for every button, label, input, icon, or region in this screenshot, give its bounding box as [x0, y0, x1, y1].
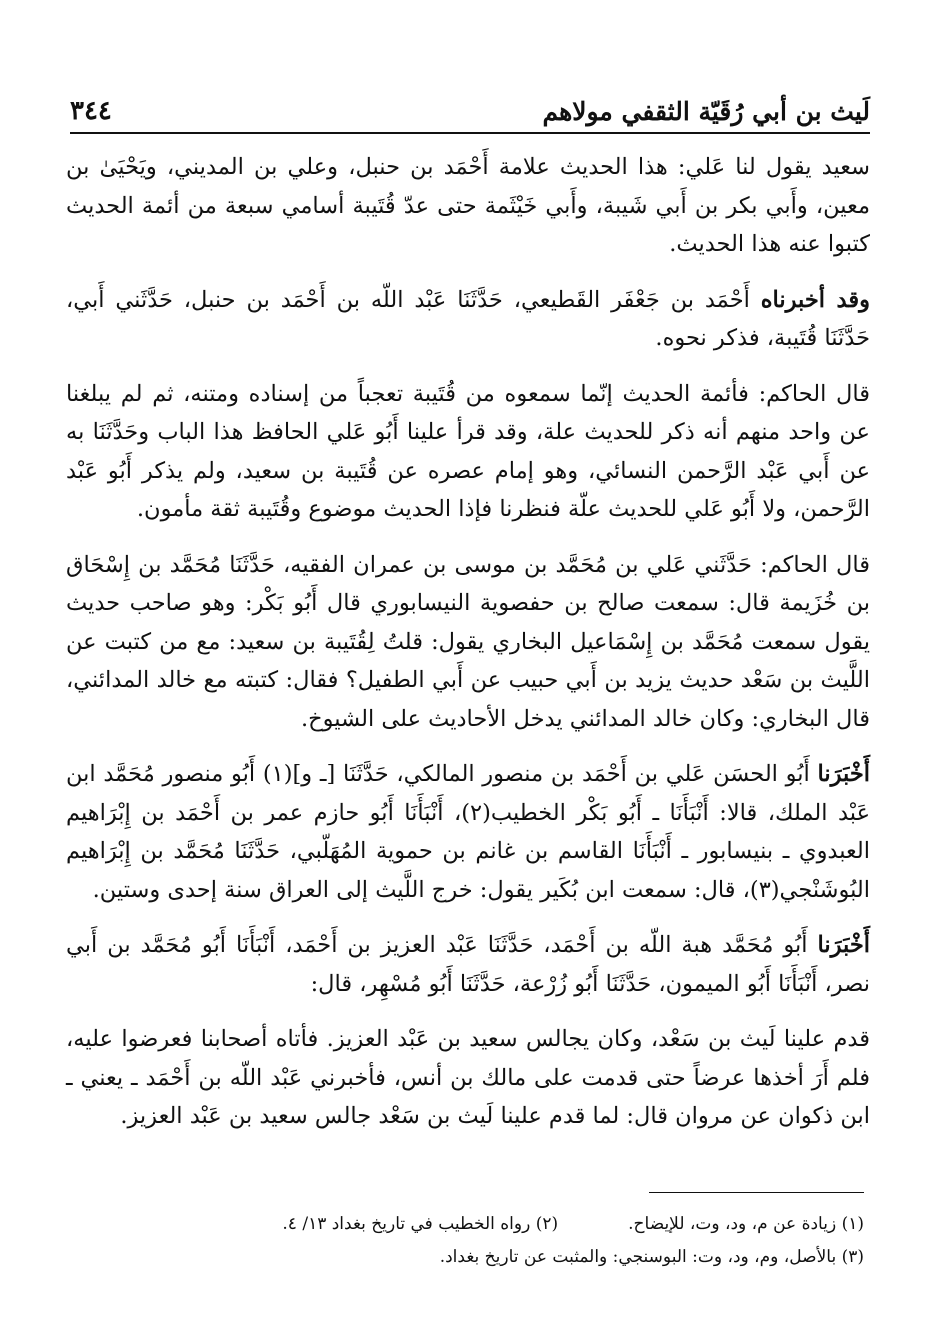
paragraph-lead: أَخْبَرَنا [817, 932, 870, 958]
paragraph-6 [66, 926, 870, 1003]
page-header [70, 78, 870, 134]
footnote-row [70, 1208, 864, 1241]
paragraph-text: أَبُو الحسَن عَلي بن أَحْمَد بن منصور المالكي، حَدَّثَنَا [ـ و](١) أَبُو منصور مُحَمَّد ابن عَبْد الملك، قالا: أَنْبَأَنَا ـ أَبُو بَكْر الخطيب(٢)، أَنْبَأَنَا أَبُو حازم عمر بن أَحْمَد بن إِبْرَاهيم العبدوي ـ بنيسابور ـ أَنْبَأَنَا القاسم بن غانم بن حموية المُهَلّبي، حَدَّثَنَا مُحَمَّد بن إِبْرَاهيم البُوشَنْجي(٣)، قال: سمعت ابن بُكَير يقول: خرج اللَّيث إلى العراق سنة إحدى وستين. [66, 761, 870, 903]
body-text [66, 148, 870, 1153]
paragraph-text: قال الحاكم: حَدَّثَني عَلي بن مُحَمَّد بن موسى بن عمران الفقيه، حَدَّثَنَا مُحَمَّد بن إِسْحَاق بن خُزَيمة قال: سمعت صالح بن حفصوية النيسابوري قال أَبُو بَكْر: وهو صاحب حديث يقول سمعت مُحَمَّد بن إِسْمَاعيل البخاري يقول: قلتُ لِقُتَيبة بن سعيد: مع من كتبت عن اللَّيث بن سَعْد حديث يزيد بن أَبي حبيب عن أَبي الطفيل؟ فقال: كتبته مع خالد المدائني، قال البخاري: وكان خالد المدائني يدخل الأحاديث على الشيوخ. [66, 551, 870, 732]
footnote-3: (٣) بالأصل، وم، ود، وت: البوسنجي: والمثبت عن تاريخ بغداد. [439, 1247, 864, 1267]
paragraph-text: أَحْمَد بن جَعْفَر القَطيعي، حَدَّثَنَا عَبْد اللّه بن أَحْمَد بن حنبل، حَدَّثَني أَبي، حَدَّثَنَا قُتَيبة، فذكر نحوه. [66, 286, 870, 351]
footnote-1: (١) زيادة عن م، ود، وت، للإيضاح. [628, 1214, 864, 1234]
paragraph-4 [66, 546, 870, 739]
paragraph-5 [66, 755, 870, 909]
paragraph-2 [66, 281, 870, 358]
paragraph-1 [66, 148, 870, 264]
paragraph-text: سعيد يقول لنا عَلي: هذا الحديث علامة أَحْمَد بن حنبل، وعلي بن المديني، ويَحْيَىٰ بن معين، وأَبي بكر بن أَبي شَيبة، وأَبي خَيْثَمة حتى عدّ قُتَيبة أسامي سبعة من أئمة الحديث كتبوا عنه هذا الحديث. [66, 154, 870, 257]
paragraph-text: أَبُو مُحَمَّد هبة اللّه بن أَحْمَد، حَدَّثَنَا عَبْد العزيز بن أَحْمَد، أَنْبَأَنَا أَبُو مُحَمَّد بن أَبي نصر، أَنْبَأَنَا أَبُو الميمون، حَدَّثَنَا أَبُو زُرْعة، حَدَّثَنَا أَبُو مُسْهِر، قال: [66, 932, 870, 997]
paragraph-lead: أَخْبَرَنا [817, 761, 870, 787]
paragraph-7 [66, 1020, 870, 1136]
page-number: ٣٤٤ [70, 96, 112, 126]
paragraph-3 [66, 375, 870, 529]
paragraph-text: قال الحاكم: فأئمة الحديث إنّما سمعوه من قُتَيبة تعجباً من إسناده ومتنه، ثم لم يبلغنا عن واحد منهم أنه ذكر للحديث علة، وقد قرأ علينا أَبُو عَلي الحافظ هذا الباب وحَدَّثَنَا به عن أَبي عَبْد الرَّحمن النسائي، وهو إمام عصره عن قُتَيبة بن سعيد، ولم يذكر أَبُو عَبْد الرَّحمن، ولا أَبُو عَلي للحديث علّة فنظرنا فإذا الحديث موضوع وقُتَيبة ثقة مأمون. [66, 380, 870, 522]
footnotes [70, 1208, 864, 1274]
paragraph-lead: وقد أخبرناه [760, 286, 870, 313]
footnote-row [70, 1241, 864, 1274]
footnote-2: (٢) رواه الخطيب في تاريخ بغداد ١٣/ ٤. [282, 1214, 559, 1234]
running-title: لَيث بن أبي رُقَيّة الثقفي مولاهم [542, 97, 870, 126]
paragraph-text: قدم علينا لَيث بن سَعْد، وكان يجالس سعيد بن عَبْد العزيز. فأتاه أصحابنا فعرضوا عليه، فلم أَرَ أخذها عرضاً حتى قدمت على مالك بن أنس، فأخبرني عَبْد اللّه بن أَحْمَد ـ يعني ـ ابن ذكوان عن مروان قال: لما قدم علينا لَيث بن سَعْد جالس سعيد بن عَبْد العزيز. [66, 1026, 870, 1129]
footnote-separator [649, 1192, 864, 1193]
